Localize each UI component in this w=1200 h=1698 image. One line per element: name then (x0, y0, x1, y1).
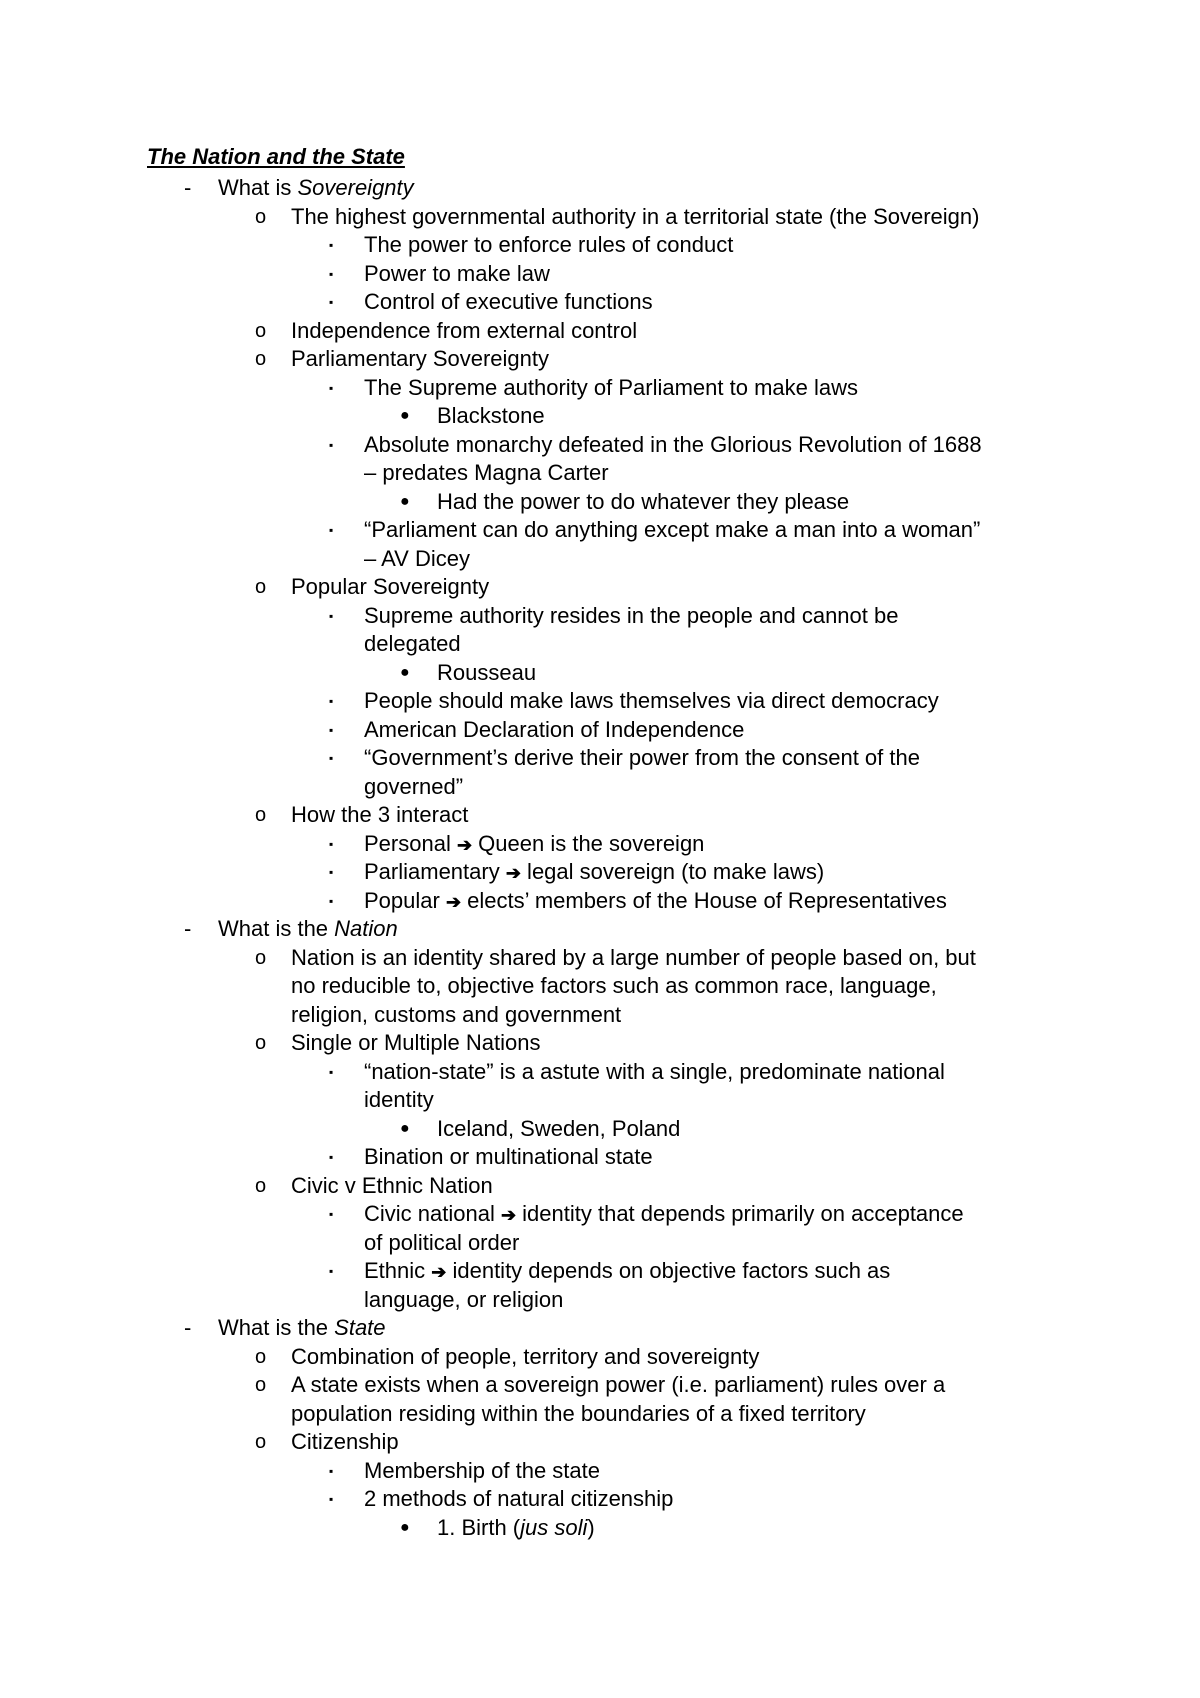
outline-line (364, 1485, 673, 1513)
line-text: Queen is the sovereign (472, 830, 705, 856)
line-text: of political order (364, 1229, 520, 1255)
line-text: – predates Magna Carter (364, 460, 609, 485)
line-text: Parliamentary (364, 859, 506, 884)
line-text: Control of executive functions (364, 289, 653, 314)
circle-bullet: o (255, 1431, 267, 1453)
line-text: What is the (218, 916, 335, 941)
line-text: – AV Dicey (364, 545, 470, 571)
outline-line (364, 1286, 563, 1314)
line-text: Sovereignty (297, 175, 414, 200)
outline-line (291, 944, 976, 972)
outline-line (218, 174, 414, 202)
line-text: legal sovereign (to make laws) (520, 859, 825, 884)
square-bullet: ▪ (329, 1264, 334, 1278)
square-bullet: ▪ (329, 1150, 334, 1164)
outline-line (364, 630, 461, 658)
line-text: Parliamentary Sovereignty (291, 346, 550, 371)
outline-line (364, 602, 898, 630)
square-bullet: ▪ (329, 1064, 334, 1079)
outline-line (364, 1058, 945, 1086)
outline-line (291, 972, 937, 1000)
dash-bullet: - (184, 916, 192, 941)
line-text: 1. Birth ( (437, 1514, 521, 1540)
outline-line (291, 317, 637, 345)
outline-line (364, 887, 947, 916)
line-text: Civic v Ethnic Nation (291, 1172, 493, 1198)
outline-line (437, 1115, 680, 1143)
line-text: Independence from external control (291, 317, 638, 343)
outline-line (364, 830, 704, 859)
line-text: religion, customs and government (291, 1001, 622, 1027)
circle-bullet: o (255, 319, 267, 342)
line-text: What is (218, 175, 298, 200)
outline-line (291, 801, 468, 829)
square-bullet: ▪ (329, 608, 334, 623)
outline-line (364, 1457, 600, 1485)
circle-bullet: o (255, 1032, 267, 1054)
square-bullet: ▪ (329, 266, 334, 281)
outline-line (364, 1200, 964, 1229)
outline-line (364, 1257, 890, 1286)
outline-line (364, 1143, 653, 1171)
square-bullet: ▪ (329, 836, 334, 851)
outline-line (291, 1371, 945, 1399)
arrow-icon: ➔ (445, 891, 462, 912)
outline-line (364, 516, 980, 544)
square-bullet: ▪ (329, 238, 334, 252)
outline-line (364, 773, 463, 801)
outline-line (291, 573, 489, 601)
arrow-icon: ➔ (505, 863, 521, 883)
line-text: Bination or multinational state (364, 1144, 653, 1169)
outline-line (364, 374, 858, 402)
line-text: Absolute monarchy defeated in the Glorious Revolution of 1688 (364, 431, 982, 457)
outline-line (437, 488, 849, 516)
square-bullet: ▪ (329, 380, 334, 395)
outline-line (364, 716, 744, 744)
dash-bullet: - (184, 175, 192, 200)
arrow-icon: ➔ (456, 834, 473, 855)
line-text: Popular (364, 887, 446, 913)
line-text: Blackstone (437, 403, 545, 428)
square-bullet: ▪ (329, 694, 334, 708)
outline-line (291, 203, 979, 231)
outline-line (291, 1001, 621, 1029)
line-text: “nation-state” is a astute with a single, predominate national (364, 1058, 945, 1084)
line-text: State (334, 1315, 386, 1340)
outline-line (364, 231, 733, 259)
line-text: How the 3 interact (291, 802, 469, 827)
outline-line (364, 687, 939, 715)
line-text: Combination of people, territory and sovereignty (291, 1343, 760, 1369)
outline-line (437, 659, 536, 687)
circle-bullet: o (255, 205, 267, 228)
line-text: 2 methods of natural citizenship (364, 1486, 674, 1511)
line-text: population residing within the boundaries of a fixed territory (291, 1400, 866, 1426)
arrow-icon: ➔ (500, 1205, 517, 1225)
line-text: identity depends on objective factors such as (446, 1258, 891, 1283)
square-bullet: ▪ (329, 893, 334, 908)
square-bullet: ▪ (329, 523, 334, 537)
outline-line (364, 858, 824, 887)
outline-line (291, 1343, 759, 1371)
line-text: identity that depends primarily on acceptance (516, 1201, 964, 1226)
outline-line (437, 402, 545, 430)
circle-bullet: o (255, 1374, 267, 1396)
square-bullet: ▪ (329, 1492, 334, 1506)
line-text: ) (587, 1514, 595, 1540)
line-text: Single or Multiple Nations (291, 1030, 541, 1055)
line-text: The Supreme authority of Parliament to make laws (364, 374, 859, 400)
outline-line (364, 1086, 434, 1114)
arrow-icon: ➔ (431, 1262, 447, 1282)
outline-line (364, 288, 653, 316)
line-text: Supreme authority resides in the people and cannot be (364, 602, 899, 628)
circle-bullet: o (255, 1174, 267, 1197)
line-text: “Parliament can do anything except make a man into a woman” (364, 517, 981, 542)
line-text: elects’ members of the House of Representatives (461, 887, 947, 913)
line-text: The power to enforce rules of conduct (364, 232, 734, 257)
line-text: Citizenship (291, 1429, 399, 1454)
page-title: The Nation and the State (147, 144, 405, 169)
outline-line (364, 260, 550, 288)
line-text: The highest governmental authority in a territorial state (the Sovereign) (291, 203, 980, 229)
line-text: What is the (218, 1315, 335, 1340)
line-text: Civic national (364, 1201, 501, 1226)
line-text: Nation is an identity shared by a large number of people based on, but (291, 944, 976, 970)
outline-line (437, 1514, 595, 1542)
line-text: Personal (364, 830, 457, 856)
line-text: Iceland, Sweden, Poland (437, 1115, 681, 1141)
square-bullet: ▪ (329, 1207, 334, 1221)
circle-bullet: o (255, 348, 267, 370)
dot-bullet: ● (400, 492, 410, 510)
circle-bullet: o (255, 1345, 267, 1368)
dot-bullet: ● (400, 407, 410, 424)
line-text: identity (364, 1087, 434, 1112)
outline-line (364, 459, 609, 487)
line-text: Had the power to do whatever they please (437, 488, 850, 514)
square-bullet: ▪ (329, 865, 334, 879)
line-text: delegated (364, 631, 461, 656)
line-text: Rousseau (437, 659, 537, 685)
dot-bullet: ● (400, 663, 410, 681)
outline-line (218, 915, 398, 943)
outline-line (364, 1229, 519, 1257)
outline-line (291, 345, 549, 373)
line-text: American Declaration of Independence (364, 716, 745, 742)
outline-line (218, 1314, 386, 1342)
line-text: no reducible to, objective factors such as common race, language, (291, 973, 937, 998)
line-text: Nation (334, 916, 398, 941)
line-text: Popular Sovereignty (291, 574, 490, 599)
circle-bullet: o (255, 946, 267, 969)
outline-line (291, 1428, 399, 1456)
dash-bullet: - (184, 1315, 192, 1340)
line-text: governed” (364, 773, 464, 799)
line-text: Membership of the state (364, 1457, 601, 1483)
line-text: language, or religion (364, 1286, 564, 1312)
outline-line (291, 1029, 540, 1057)
square-bullet: ▪ (329, 751, 334, 765)
outline-line (291, 1400, 866, 1428)
outline-line (291, 1172, 493, 1200)
line-text: A state exists when a sovereign power (i.e. parliament) rules over a (291, 1372, 946, 1397)
circle-bullet: o (255, 576, 267, 598)
outline-line (364, 431, 982, 459)
line-text: “Government’s derive their power from the consent of the (364, 745, 920, 770)
circle-bullet: o (255, 804, 267, 826)
dot-bullet: ● (400, 1119, 410, 1137)
outline-line (364, 744, 920, 772)
line-text: Power to make law (364, 260, 550, 286)
line-text: Ethnic (364, 1258, 432, 1283)
line-text: jus soli (520, 1514, 588, 1540)
square-bullet: ▪ (329, 295, 334, 309)
square-bullet: ▪ (329, 1463, 334, 1478)
square-bullet: ▪ (329, 437, 334, 452)
dot-bullet: ● (400, 1518, 410, 1536)
square-bullet: ▪ (329, 722, 334, 737)
line-text: People should make laws themselves via direct democracy (364, 688, 939, 713)
outline-line (364, 545, 470, 573)
